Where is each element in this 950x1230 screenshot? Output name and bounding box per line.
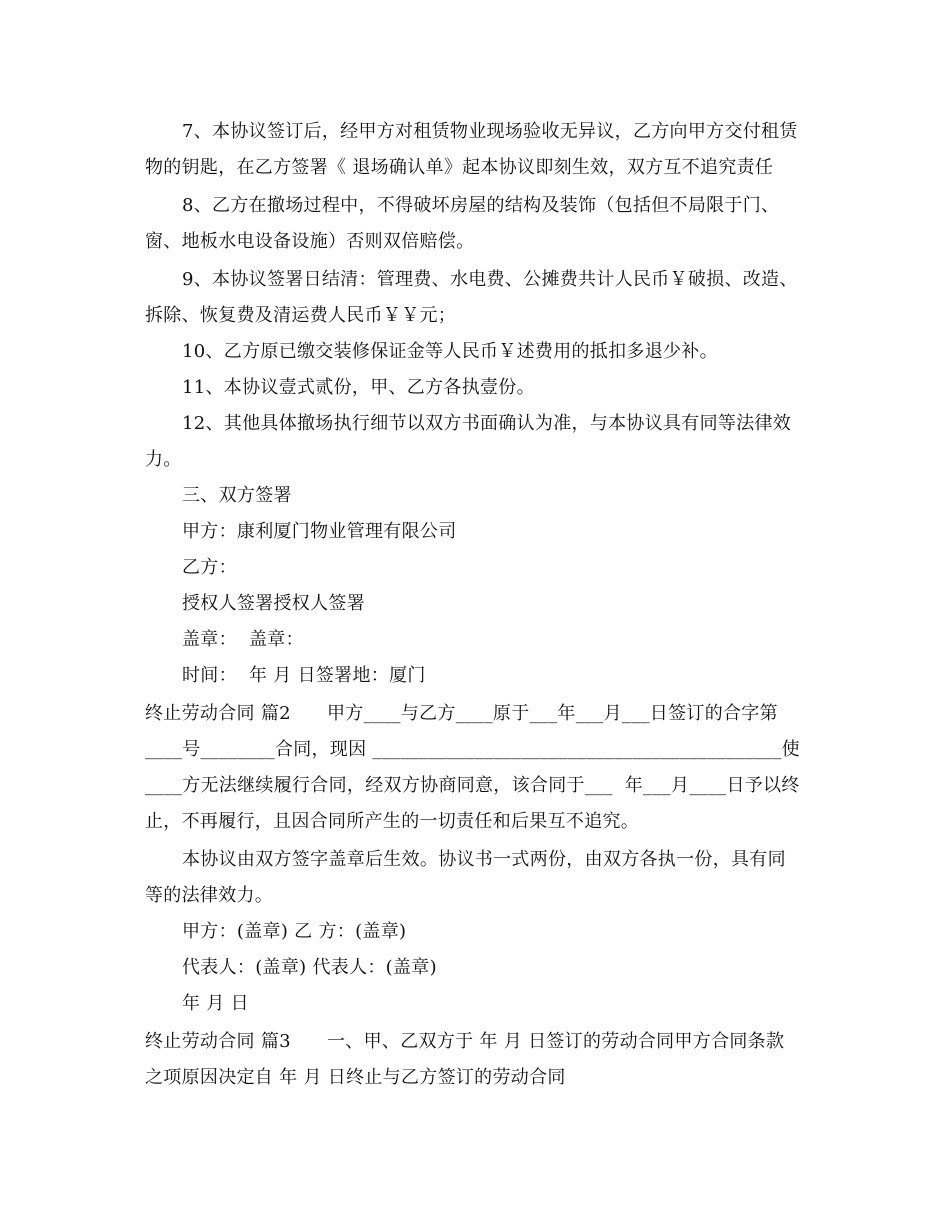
text-line: 7、本协议签订后，经甲方对租赁物业现场验收无异议，乙方向甲方交付租赁 [182, 121, 798, 142]
signature-line: 甲方：(盖章) 乙 方：(盖章) [182, 921, 407, 942]
text-line: ____号________合同，现因 ____________________________________________使 [145, 739, 800, 760]
text-line: 终止劳动合同 篇3 一、甲、乙双方于 年 月 日签订的劳动合同甲方合同条款 [145, 1031, 785, 1052]
section-heading: 三、双方签署 [182, 485, 292, 506]
signature-line: 甲方：康利厦门物业管理有限公司 [182, 521, 457, 542]
text-line: 11、本协议壹式贰份，甲、乙方各执壹份。 [182, 377, 535, 398]
text-line: 本协议由双方签字盖章后生效。协议书一式两份，由双方各执一份，具有同 [182, 849, 786, 870]
text-line: 物的钥匙，在乙方签署《 退场确认单》起本协议即刻生效，双方互不追究责任 [145, 157, 774, 178]
text-line: 之项原因决定自 年 月 日终止与乙方签订的劳动合同 [145, 1067, 566, 1088]
text-line: 止，不再履行，且因合同所产生的一切责任和后果互不追究。 [145, 811, 640, 832]
text-line: 力。 [145, 449, 182, 470]
text-line: 拆除、恢复费及清运费人民币￥￥元； [145, 305, 457, 326]
text-line: 12、其他具体撤场执行细节以双方书面确认为准，与本协议具有同等法律效 [182, 413, 792, 434]
text-line: 10、乙方原已缴交装修保证金等人民币￥述费用的抵扣多退少补。 [182, 341, 718, 362]
signature-line: 授权人签署授权人签署 [182, 593, 365, 614]
text-line: 窗、地板水电设备设施）否则双倍赔偿。 [145, 231, 475, 252]
text-line: 9、本协议签署日结清：管理费、水电费、公摊费共计人民币￥破损、改造、 [182, 269, 798, 290]
text-line: 8、乙方在撤场过程中，不得破坏房屋的结构及装饰（包括但不局限于门、 [182, 195, 780, 216]
signature-line: 时间： 年 月 日签署地：厦门 [182, 665, 426, 686]
text-line: 等的法律效力。 [145, 885, 274, 906]
text-line: 终止劳动合同 篇2 甲方____与乙方____原于___年___月___日签订的合字第 [145, 703, 778, 724]
signature-line: 代表人：(盖章) 代表人：(盖章) [182, 957, 437, 978]
text-line: ____方无法继续履行合同，经双方协商同意，该合同于___ 年___月____日予以终 [145, 775, 800, 796]
signature-line: 盖章： 盖章： [182, 629, 304, 650]
date-line: 年 月 日 [182, 993, 249, 1014]
signature-line: 乙方： [182, 557, 237, 578]
